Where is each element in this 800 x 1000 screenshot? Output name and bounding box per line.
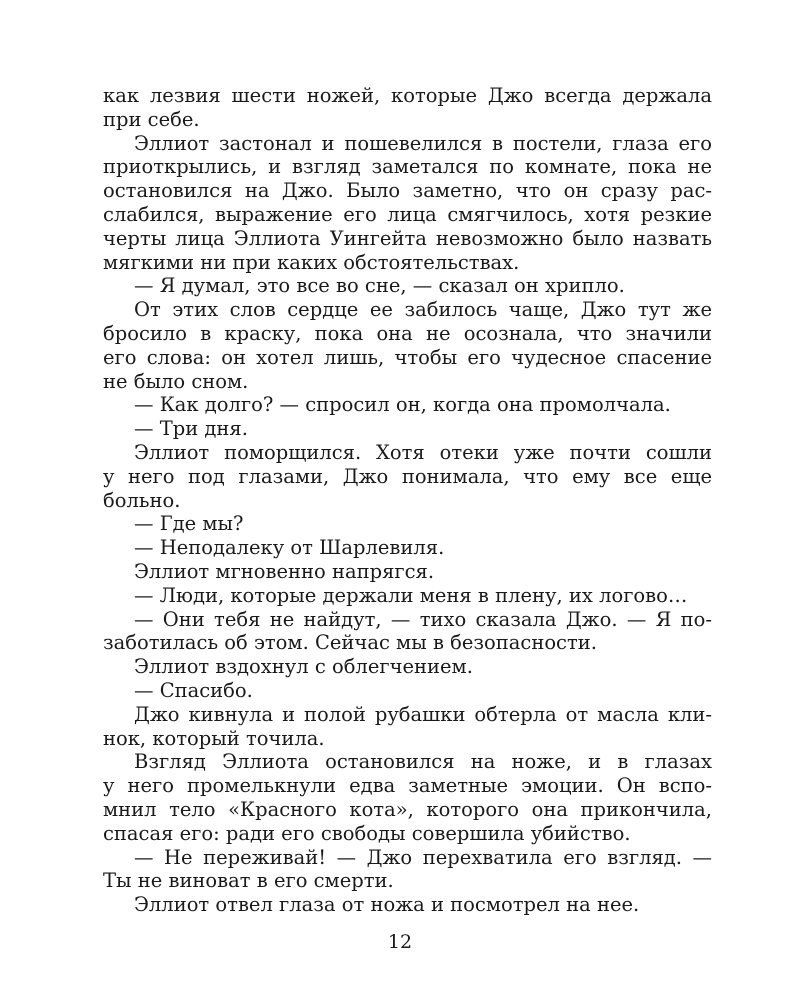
- page-number: 12: [387, 931, 413, 953]
- text-line: Эллиот вздохнул с облегчением.: [134, 655, 473, 679]
- text-line: Эллиот отвел глаза от ножа и посмотрел на нее.: [134, 893, 640, 917]
- text-line: нок, который точила.: [103, 726, 325, 750]
- text-line: заботилась об этом. Сейчас мы в безопасности.: [103, 631, 597, 655]
- text-line: его слова: он хотел лишь, чтобы его чудесное спасение: [103, 345, 712, 369]
- text-line: — Я думал, это все во сне, — сказал он хрипло.: [134, 274, 625, 298]
- text-line: — Не переживай! — Джо перехватила его взгляд. —: [134, 845, 712, 869]
- text-line: как лезвия шести ножей, которые Джо всегда держала: [103, 84, 712, 107]
- text-line: мягкими ни при каких обстоятельствах.: [103, 250, 520, 274]
- page-text: [103, 84, 712, 917]
- text-line: — Как долго? — спросил он, когда она промолчала.: [134, 393, 671, 417]
- text-line: при себе.: [103, 107, 200, 131]
- text-line: — Они тебя не найдут, — тихо сказала Джо. — Я по-: [134, 607, 712, 631]
- text-line: Взгляд Эллиота остановился на ноже, и в глазах: [134, 750, 712, 774]
- text-line: слабился, выражение его лица смягчилось, хотя резкие: [103, 202, 712, 226]
- text-line: — Неподалеку от Шарлевиля.: [134, 536, 445, 560]
- text-line: Эллиот застонал и пошевелился в постели, глаза его: [134, 131, 712, 155]
- text-line: — Три дня.: [134, 417, 248, 441]
- text-line: — Где мы?: [134, 512, 244, 536]
- text-line: — Спасибо.: [134, 678, 253, 702]
- text-line: приоткрылись, и взгляд заметался по комнате, пока не: [103, 155, 712, 179]
- text-line: — Люди, которые держали меня в плену, их логово…: [134, 583, 688, 607]
- text-line: не было сном.: [103, 369, 249, 393]
- text-line: остановился на Джо. Было заметно, что он сразу рас-: [103, 179, 712, 203]
- text-line: Ты не виноват в его смерти.: [103, 869, 394, 893]
- text-line: у него под глазами, Джо понимала, что ему все еще: [103, 464, 712, 488]
- text-line: у него промелькнули едва заметные эмоции. Он вспо-: [103, 774, 712, 798]
- text-line: больно.: [103, 488, 181, 512]
- text-line: спасая его: ради его свободы совершила убийство.: [103, 821, 631, 845]
- text-line: Эллиот поморщился. Хотя отеки уже почти сошли: [134, 440, 712, 464]
- text-line: бросило в краску, пока она не осознала, что значили: [103, 321, 712, 345]
- text-line: Джо кивнула и полой рубашки обтерла от масла кли-: [134, 702, 712, 726]
- text-line: черты лица Эллиота Уингейта невозможно было назвать: [103, 226, 712, 250]
- text-line: От этих слов сердце ее забилось чаще, Джо тут же: [134, 298, 712, 322]
- text-line: мнил тело «Красного кота», которого она прикончила,: [103, 797, 712, 821]
- text-line: Эллиот мгновенно напрягся.: [134, 559, 435, 583]
